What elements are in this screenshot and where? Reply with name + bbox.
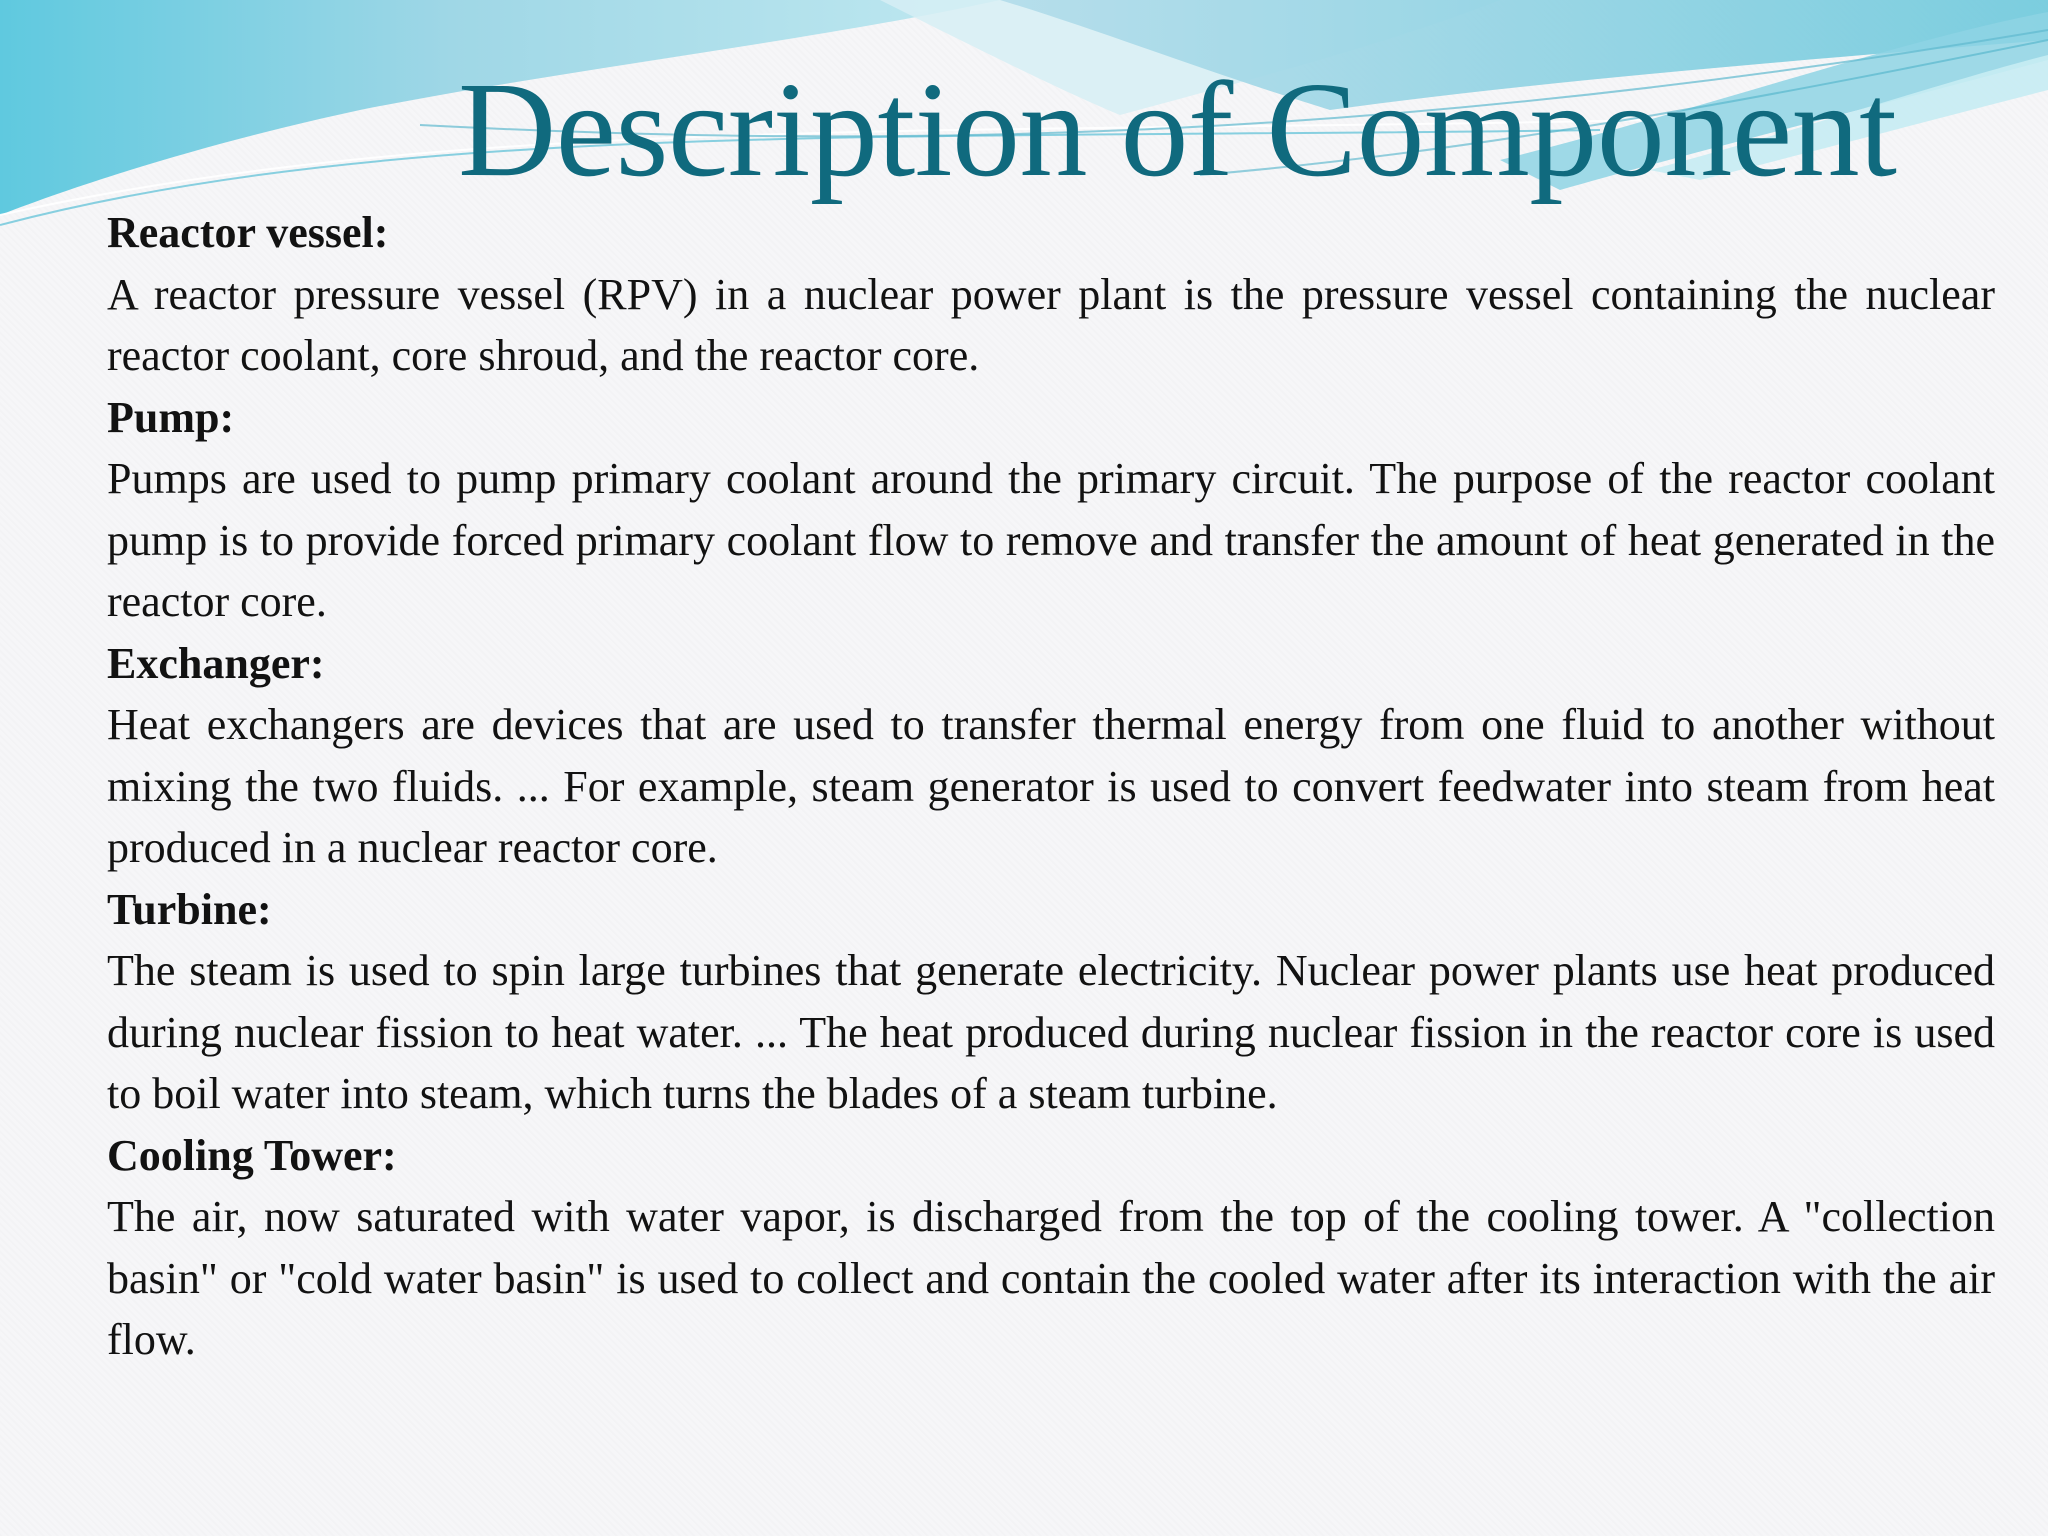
section-text-exchanger: Heat exchangers are devices that are used to transfer thermal energy from one fluid to another without mixing the two fluids. ... For example, steam generator is used to convert feedwater into steam from heat produced in a nuclear reactor core. — [107, 700, 1995, 872]
section-heading-reactor-vessel: Reactor vessel: — [107, 208, 389, 257]
section-heading-turbine: Turbine: — [107, 884, 272, 934]
section-text-pump: Pumps are used to pump primary coolant around the primary circuit. The purpose of the reactor coolant pump is to provide forced primary coolant flow to remove and transfer the amount of heat generated in the reactor core. — [107, 454, 1995, 626]
section-heading-exchanger: Exchanger: — [107, 638, 325, 688]
page-title: Description of Component — [458, 55, 1897, 205]
section-text-cooling-tower: The air, now saturated with water vapor, is discharged from the top of the cooling tower. A "collection basin" or "cold water basin" is used to collect and contain the cooled water after its interaction with the air flow. — [107, 1192, 1995, 1364]
section-heading-cooling-tower: Cooling Tower: — [107, 1130, 397, 1180]
section-text-turbine: The steam is used to spin large turbines that generate electricity. Nuclear power plants use heat produced during nuclear fission to heat water. ... The heat produced during nuclear fission in the reactor core is used to boil water into steam, which turns the blades of a steam turbine. — [107, 946, 1995, 1118]
slide-content — [107, 202, 1995, 1371]
section-heading-pump: Pump: — [107, 392, 235, 442]
section-text-reactor-vessel: A reactor pressure vessel (RPV) in a nuclear power plant is the pressure vessel containing the nuclear reactor coolant, core shroud, and the reactor core. — [107, 269, 1995, 380]
